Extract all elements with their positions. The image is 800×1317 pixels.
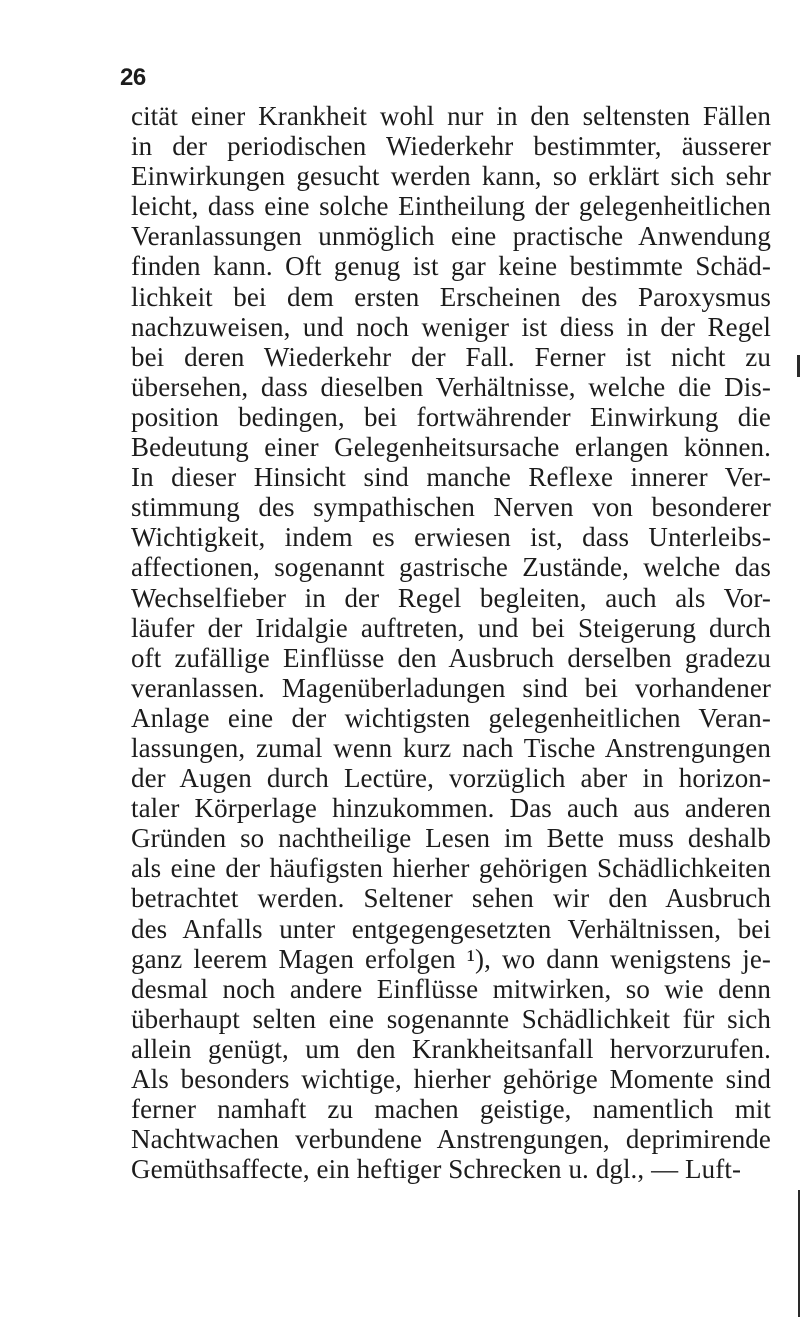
text-line: läufer der Iridalgie auftreten, und bei Steigerung durch bbox=[131, 612, 771, 643]
text-line: In dieser Hinsicht sind manche Reflexe innerer Ver- bbox=[131, 462, 771, 493]
body-text bbox=[131, 101, 771, 1184]
text-line: stimmung des sympathischen Nerven von besonderer bbox=[131, 492, 771, 523]
text-line: nachzuweisen, und noch weniger ist diess in der Regel bbox=[131, 311, 771, 342]
text-line: bei deren Wiederkehr der Fall. Ferner ist nicht zu bbox=[131, 341, 771, 372]
text-line: Wechselfieber in der Regel begleiten, auch als Vor- bbox=[131, 582, 771, 613]
page-number: 26 bbox=[120, 64, 146, 91]
text-line: taler Körperlage hinzukommen. Das auch aus anderen bbox=[131, 793, 771, 824]
text-line: des Anfalls unter entgegengesetzten Verhältnissen, bei bbox=[131, 913, 771, 944]
text-line: Gründen so nachtheilige Lesen im Bette muss deshalb bbox=[131, 823, 771, 854]
text-line: ganz leerem Magen erfolgen ¹), wo dann wenigstens je- bbox=[131, 943, 771, 974]
text-line: allein genügt, um den Krankheitsanfall hervorzurufen. bbox=[131, 1033, 771, 1064]
text-line: in der periodischen Wiederkehr bestimmter, äusserer bbox=[131, 131, 771, 162]
text-line: leicht, dass eine solche Eintheilung der gelegenheitlichen bbox=[131, 191, 771, 222]
text-line: position bedingen, bei fortwährender Einwirkung die bbox=[131, 401, 771, 432]
text-line: betrachtet werden. Seltener sehen wir den Ausbruch bbox=[131, 883, 771, 914]
text-line: übersehen, dass dieselben Verhältnisse, welche die Dis- bbox=[131, 371, 771, 402]
text-line: Als besonders wichtige, hierher gehörige Momente sind bbox=[131, 1064, 771, 1094]
text-line: Bedeutung einer Gelegenheitsursache erlangen können. bbox=[131, 432, 771, 463]
text-line: ferner namhaft zu machen geistige, namentlich mit bbox=[131, 1094, 771, 1125]
text-line: Nachtwachen verbundene Anstrengungen, deprimirende bbox=[131, 1124, 771, 1155]
text-line: lichkeit bei dem ersten Erscheinen des Paroxysmus bbox=[131, 281, 771, 312]
text-line: Anlage eine der wichtigsten gelegenheitlichen Veran- bbox=[131, 702, 771, 733]
text-line: cität einer Krankheit wohl nur in den seltensten Fällen bbox=[131, 101, 771, 131]
text-line: desmal noch andere Einflüsse mitwirken, so wie denn bbox=[131, 973, 771, 1004]
text-line: affectionen, sogenannt gastrische Zustände, welche das bbox=[131, 552, 771, 583]
text-line: lassungen, zumal wenn kurz nach Tische Anstrengungen bbox=[131, 732, 771, 763]
text-line: als eine der häufigsten hierher gehörigen Schädlichkeiten bbox=[131, 853, 771, 884]
text-line: oft zufällige Einflüsse den Ausbruch derselben gradezu bbox=[131, 642, 771, 673]
text-line: Veranlassungen unmöglich eine practische Anwendung bbox=[131, 221, 771, 252]
text-line: überhaupt selten eine sogenannte Schädlichkeit für sich bbox=[131, 1003, 771, 1034]
text-line: Gemüthsaffecte, ein heftiger Schrecken u. dgl., — Luft- bbox=[131, 1154, 742, 1185]
text-line: der Augen durch Lectüre, vorzüglich aber in horizon- bbox=[131, 763, 771, 794]
text-line: Wichtigkeit, indem es erwiesen ist, dass Unterleibs- bbox=[131, 522, 771, 553]
text-line: veranlassen. Magenüberladungen sind bei vorhandener bbox=[131, 672, 771, 703]
text-line: Einwirkungen gesucht werden kann, so erklärt sich sehr bbox=[131, 161, 771, 192]
text-line: finden kann. Oft genug ist gar keine bestimmte Schäd- bbox=[131, 251, 771, 282]
